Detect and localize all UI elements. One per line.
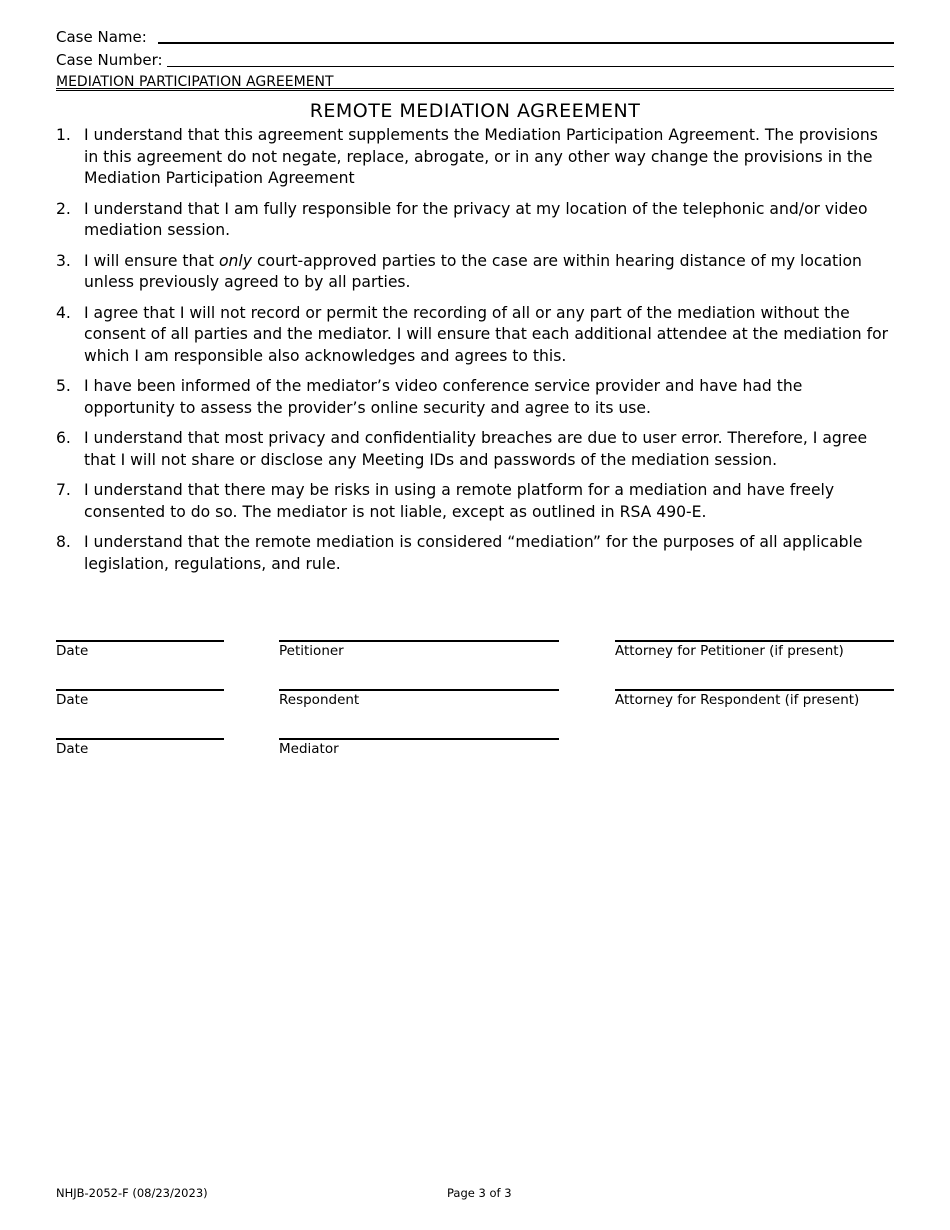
list-item [56,303,896,368]
list-item [56,532,896,575]
attorney-respondent-signature-line[interactable] [615,689,894,691]
mediator-label: Mediator [279,741,339,757]
date-signature-line-2[interactable] [56,689,224,691]
item-emphasis: only [219,251,252,270]
item-text: I understand that there may be risks in using a remote platform for a mediation and have freely consented to do so. The mediator is not liable, except as outlined in RSA 490-E. [84,481,835,521]
agreement-list [56,125,896,584]
petitioner-signature-line[interactable] [279,640,559,642]
item-text: I agree that I will not record or permit the recording of all or any part of the mediation without the consent of all parties and the mediator. I will ensure that each additional attendee at the mediation for which I am responsible also acknowledges and agrees to this. [84,303,889,365]
item-number: 4. [56,303,71,322]
attorney-petitioner-label: Attorney for Petitioner (if present) [615,643,844,659]
case-name-field[interactable] [56,28,894,46]
item-number: 2. [56,199,71,218]
item-text: I understand that the remote mediation is considered “mediation” for the purposes of all applicable legislation, regulations, and rule. [84,533,863,573]
attorney-respondent-label: Attorney for Respondent (if present) [615,692,860,708]
list-item [56,199,896,242]
mediator-signature-line[interactable] [279,738,559,740]
item-text: I understand that this agreement supplements the Mediation Participation Agreement. The provisions in this agreement do not negate, replace, abrogate, or in any other way change the provisions in the Mediation Participation Agreement [84,126,878,187]
respondent-label: Respondent [279,692,360,708]
item-text-before: I will ensure that [84,251,219,270]
page-title: REMOTE MEDIATION AGREEMENT [309,100,641,122]
item-number: 5. [56,377,71,395]
form-reference-row [56,73,894,91]
list-item [56,480,896,523]
page-number: Page 3 of 3 [447,1186,512,1200]
attorney-petitioner-signature-line[interactable] [615,640,894,642]
case-name-label: Case Name: [56,28,151,46]
item-number: 8. [56,533,71,551]
item-number: 7. [56,481,71,499]
item-text: I have been informed of the mediator’s video conference service provider and have had the opportunity to assess the provider’s online security and agree to its use. [84,377,803,417]
case-number-label: Case Number: [56,51,167,69]
item-text: I understand that I am fully responsible for the privacy at my location of the telephonic and/or video mediation session. [84,199,868,239]
item-number: 3. [56,251,71,270]
case-name-input-line[interactable] [158,42,894,44]
respondent-signature-line[interactable] [279,689,559,691]
date-label-1: Date [56,643,89,659]
date-signature-line-1[interactable] [56,640,224,642]
list-item [56,125,896,190]
date-label-3: Date [56,741,89,757]
item-text: I understand that most privacy and confidentiality breaches are due to user error. Therefore, I agree that I will not share or disclose any Meeting IDs and passwords of the mediation session. [84,429,868,469]
date-signature-line-3[interactable] [56,738,224,740]
item-number: 1. [56,126,71,144]
form-reference-label: MEDIATION PARTICIPATION AGREEMENT [56,74,334,90]
case-number-input-line[interactable] [162,66,894,67]
item-number: 6. [56,429,71,447]
item-text-after: court-approved parties to the case are within hearing distance of my location unless previously agreed to by all parties. [84,251,862,291]
form-id: NHJB-2052-F (08/23/2023) [56,1186,208,1200]
petitioner-label: Petitioner [279,643,344,659]
list-item [56,376,896,419]
case-number-field[interactable] [56,51,894,69]
list-item [56,428,896,471]
date-label-2: Date [56,692,89,708]
list-item [56,251,896,294]
